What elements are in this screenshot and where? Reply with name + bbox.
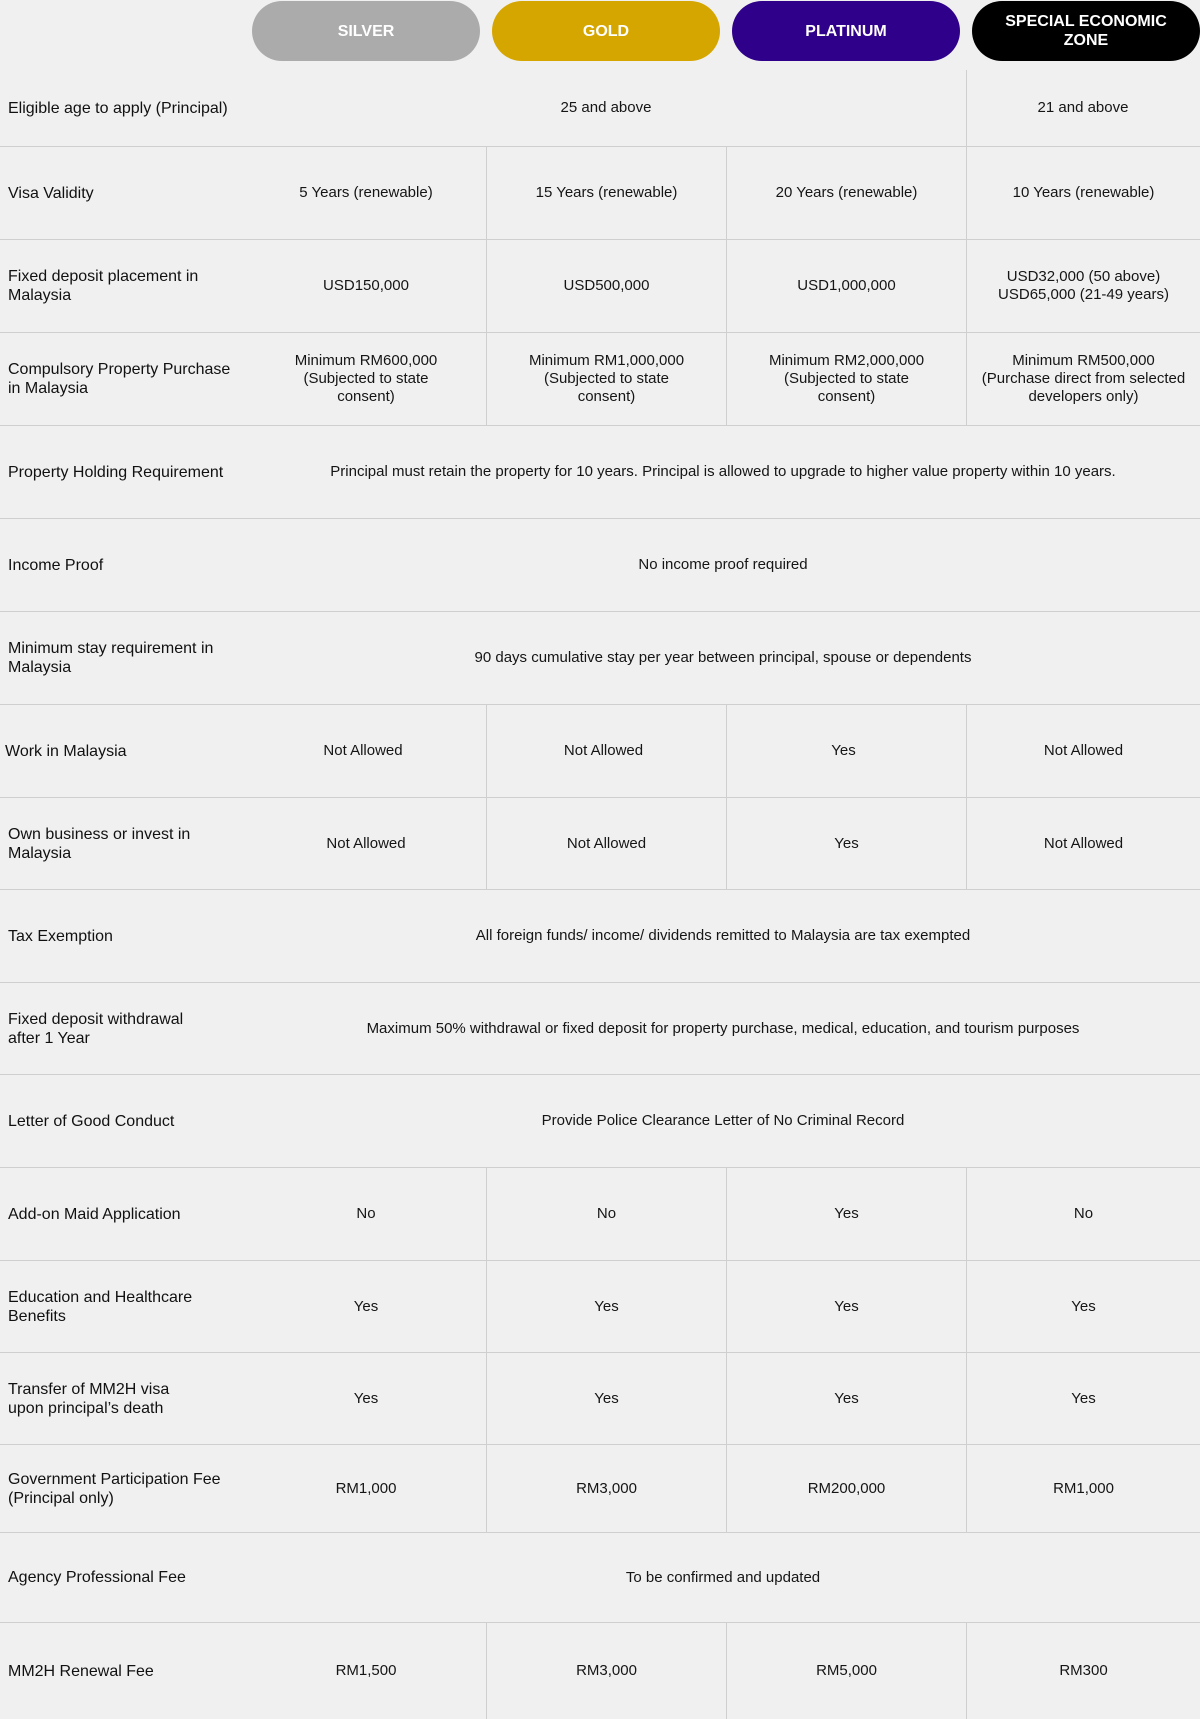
row-agency-fee [0,1533,1200,1623]
row-renewal-fee [0,1623,1200,1719]
cell-silver: 5 Years (renewable) [299,184,433,201]
row-deposit-withdrawal [0,983,1200,1075]
cell-text: Yes [831,742,856,759]
cell-platinum: RM5,000 [726,1623,966,1719]
row-label: Compulsory Property Purchase in Malaysia [8,361,231,397]
row-minimum-stay [0,612,1200,705]
cell-gold: Minimum RM1,000,000 (Subjected to state consent) [486,333,726,425]
row-maid-application [0,1168,1200,1261]
cell-gold: RM3,000 [486,1623,726,1719]
cell-gold: No [486,1168,726,1260]
row-label: MM2H Renewal Fee [8,1662,154,1680]
row-label: Tax Exemption [8,927,113,945]
tier-header-platinum: PLATINUM [732,1,960,61]
cell-silver: Not Allowed [323,742,403,759]
cell-sez: USD32,000 (50 above) USD65,000 (21-49 years) [966,240,1200,332]
cell-silver: Not Allowed [326,834,406,852]
cell-silver-gold-platinum: 25 and above [560,99,652,116]
cell-gold: Yes [486,1353,726,1444]
cell-sez: Yes [966,1261,1200,1352]
cell-silver: USD150,000 [323,277,409,294]
tier-header-silver: SILVER [252,1,480,61]
cell-platinum: RM200,000 [726,1445,966,1532]
cell-silver: Yes [353,1297,379,1315]
cell-gold: USD500,000 [486,240,726,332]
cell-gold: Not Allowed [486,798,726,889]
cell-sez: Not Allowed [966,705,1200,797]
cell-sez: Not Allowed [966,798,1200,889]
cell-gold: RM3,000 [486,1445,726,1532]
cell-platinum: Yes [726,1168,966,1260]
row-label: Agency Professional Fee [8,1569,186,1586]
row-eligible-age [0,70,1200,147]
cell-gold: Yes [486,1261,726,1352]
row-income-proof [0,519,1200,612]
cell-sez: No [966,1168,1200,1260]
cell-platinum [726,705,966,797]
cell-sez: Yes [966,1353,1200,1444]
cell-silver: Minimum RM600,000 (Subjected to state consent) [294,352,438,405]
cell-platinum: USD1,000,000 [726,240,966,332]
cell-silver: No [356,1205,376,1222]
cell-all-tiers: Principal must retain the property for 10 years. Principal is allowed to upgrade to higher value property within 10 years. [330,463,1116,480]
cell-platinum: Yes [726,1353,966,1444]
cell-platinum: Minimum RM2,000,000 (Subjected to state consent) [726,333,966,425]
row-label: Work in Malaysia [5,742,127,760]
row-label: Education and Healthcare Benefits [8,1288,193,1325]
row-property-holding [0,426,1200,519]
cell-all-tiers: 90 days cumulative stay per year between principal, spouse or dependents [474,649,972,666]
row-label: Government Participation Fee (Principal only) [8,1470,221,1507]
row-government-fee [0,1445,1200,1533]
cell-platinum: Yes [726,1261,966,1352]
row-good-conduct [0,1075,1200,1168]
cell-gold [486,705,726,797]
row-visa-validity [0,147,1200,240]
row-label: Fixed deposit placement in Malaysia [8,268,199,304]
cell-silver: Yes [353,1389,379,1407]
cell-all-tiers: All foreign funds/ income/ dividends remitted to Malaysia are tax exempted [475,927,971,944]
row-tax-exemption [0,890,1200,983]
row-label: Eligible age to apply (Principal) [8,99,228,117]
row-visa-transfer [0,1353,1200,1445]
cell-sez: 21 and above [1037,99,1129,116]
row-property-purchase [0,333,1200,426]
row-label: Add-on Maid Application [8,1205,181,1223]
cell-sez: RM300 [966,1623,1200,1719]
row-label: Transfer of MM2H visa upon principal’s death [8,1380,170,1417]
cell-all-tiers: No income proof required [638,556,808,573]
row-education-healthcare [0,1261,1200,1353]
tier-header-sez: SPECIAL ECONOMIC ZONE [972,1,1200,61]
cell-text: Not Allowed [563,742,644,759]
row-label: Property Holding Requirement [8,463,224,481]
cell-gold: 15 Years (renewable) [486,147,726,239]
row-label: Minimum stay requirement in Malaysia [8,640,214,676]
cell-platinum: Yes [726,798,966,889]
row-fixed-deposit [0,240,1200,333]
row-work [0,705,1200,798]
cell-platinum: 20 Years (renewable) [726,147,966,239]
row-label: Income Proof [8,556,104,574]
cell-silver: RM1,000 [335,1479,397,1497]
cell-sez: Minimum RM500,000 (Purchase direct from selected developers only) [966,333,1200,425]
cell-all-tiers: To be confirmed and updated [625,1568,821,1586]
row-label: Letter of Good Conduct [8,1112,175,1130]
cell-sez: 10 Years (renewable) [966,147,1200,239]
cell-sez: RM1,000 [966,1445,1200,1532]
cell-all-tiers: Provide Police Clearance Letter of No Criminal Record [541,1112,905,1129]
row-own-business [0,798,1200,890]
row-label: Own business or invest in Malaysia [8,825,191,862]
cell-all-tiers: Maximum 50% withdrawal or fixed deposit for property purchase, medical, education, and tourism purposes [366,1019,1080,1037]
tier-header-gold: GOLD [492,1,720,61]
row-label: Fixed deposit withdrawal after 1 Year [8,1010,184,1047]
cell-silver: RM1,500 [335,1662,397,1679]
row-label: Visa Validity [8,184,94,202]
